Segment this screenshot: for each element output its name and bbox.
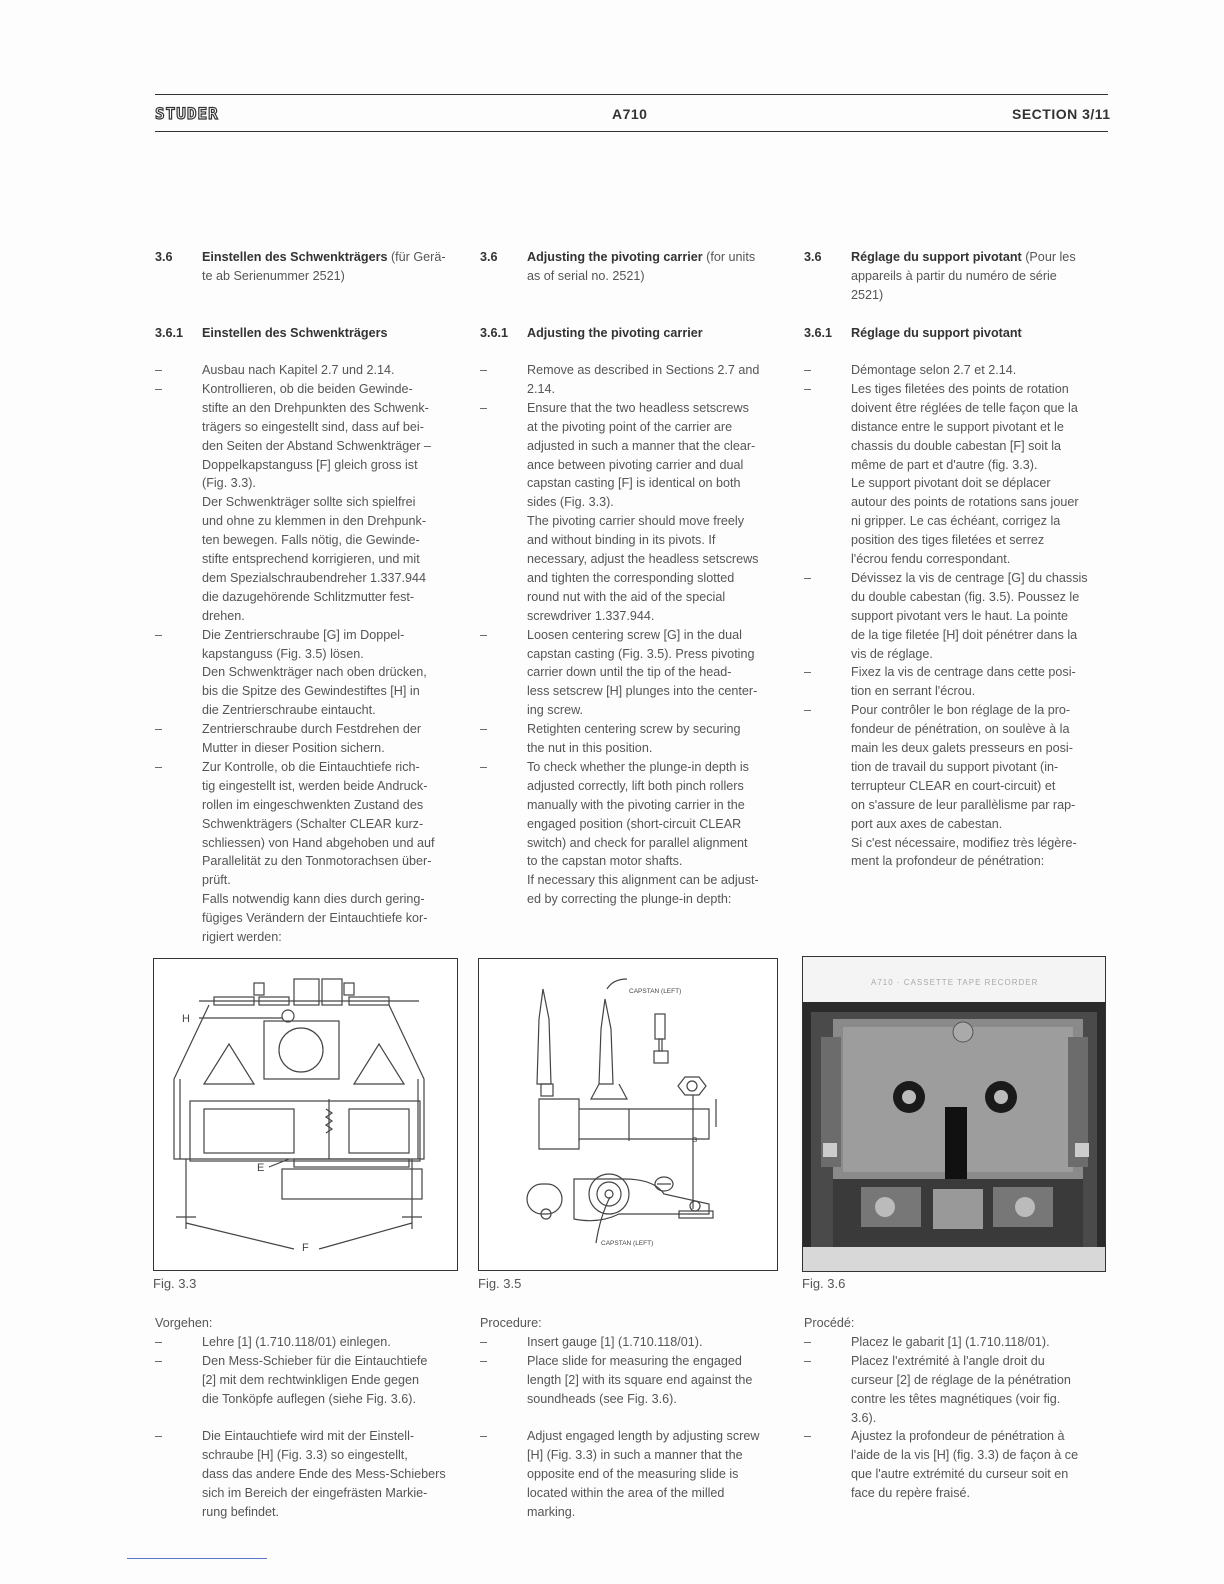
bullet-dash: – [804, 381, 812, 396]
body-line: to the capstan motor shafts. [527, 854, 683, 869]
body-line: die Zentrierschraube eintaucht. [202, 703, 376, 718]
bullet-dash: – [804, 363, 812, 377]
subsection-number: 3.6.1 [480, 326, 509, 340]
body-line: the nut in this position. [527, 741, 653, 755]
section-title [527, 248, 755, 267]
bullet-dash: – [480, 1353, 488, 1368]
section-title-note: (Pour les [1021, 250, 1076, 264]
body-line: adjusted in such a manner that the clear- [527, 438, 756, 453]
body-line: The pivoting carrier should move freely [527, 514, 744, 529]
section-note-line: te ab Serienummer 2521) [202, 268, 345, 283]
bullet-dash: – [155, 1429, 163, 1444]
section-number: 3.6 [155, 250, 173, 264]
figure-3-3 [153, 958, 458, 1271]
label-h: H [182, 1013, 190, 1025]
section-number: 3.6 [480, 250, 498, 264]
bullet-dash: – [480, 627, 488, 642]
body-line: necessary, adjust the headless setscrews [527, 552, 759, 566]
body-line: on s'assure de leur parallèlisme par rap- [851, 797, 1076, 812]
procedure-line: located within the area of the milled [527, 1486, 725, 1501]
figure-3-6-photo [802, 956, 1106, 1272]
section-note-line: appareils à partir du numéro de série [851, 268, 1057, 283]
cassette-recorder-photo [803, 957, 1105, 1271]
bullet-dash: – [155, 363, 163, 377]
fig-3-6-caption: Fig. 3.6 [802, 1276, 846, 1291]
bullet-dash: – [480, 722, 488, 737]
bullet-dash: – [155, 759, 163, 774]
procedure-line: dass das andere Ende des Mess-Schiebers [202, 1467, 446, 1482]
body-line: Ensure that the two headless setscrews [527, 400, 749, 415]
section-title-note: (for units [702, 250, 756, 264]
procedure-line: schraube [H] (Fig. 3.3) so eingestellt, [202, 1448, 408, 1463]
bullet-dash: – [480, 759, 488, 774]
footer-rule [127, 1558, 267, 1559]
body-line: Les tiges filetées des points de rotation [851, 381, 1069, 396]
column-english [480, 248, 790, 1538]
procedure-line: Placez l'extrémité à l'angle droit du [851, 1353, 1045, 1368]
procedure-line: [H] (Fig. 3.3) in such a manner that the [527, 1448, 743, 1463]
bullet-dash: – [480, 400, 488, 415]
section-title-text: Einstellen des Schwenkträgers [202, 250, 388, 264]
procedure-line: Adjust engaged length by adjusting screw [527, 1429, 760, 1444]
body-line: Démontage selon 2.7 et 2.14. [851, 363, 1017, 377]
body-line: Doppelkapstanguss [F] gleich gross ist [202, 457, 418, 472]
body-line: screwdriver 1.337.944. [527, 608, 655, 623]
body-line: fügiges Verändern der Eintauchtiefe kor- [202, 911, 428, 926]
body-line: Retighten centering screw by securing [527, 722, 741, 737]
body-line: Schwenkträgers (Schalter CLEAR kurz- [202, 816, 424, 831]
bullet-dash: – [480, 1429, 488, 1444]
fig-3-5-caption: Fig. 3.5 [478, 1276, 522, 1291]
bullet-dash: – [155, 1353, 163, 1368]
procedure-line: curseur [2] de réglage de la pénétration [851, 1372, 1071, 1387]
body-line: support pivotant vers le haut. La pointe [851, 608, 1069, 623]
body-line: du double cabestan (fig. 3.5). Poussez le [851, 589, 1080, 604]
header-bottom-rule [155, 131, 1108, 132]
studer-logo: STUDER [155, 104, 219, 123]
pivoting-carrier-diagram [154, 959, 457, 1270]
body-line: Zentrierschraube durch Festdrehen der [202, 722, 422, 737]
procedure-line: length [2] with its square end against the [527, 1372, 753, 1387]
procedure-line: die Tonköpfe auflegen (siehe Fig. 3.6). [202, 1391, 417, 1406]
procedure-line: l'aide de la vis [H] (fig. 3.3) de façon à ce [851, 1448, 1079, 1463]
procedure-line: soundheads (see Fig. 3.6). [527, 1391, 677, 1406]
body-line: Die Zentrierschraube [G] im Doppel- [202, 627, 405, 642]
procedure-title: Procedure: [480, 1316, 542, 1330]
bullet-dash: – [155, 1334, 163, 1349]
column-french [804, 248, 1114, 1538]
procedure-line: opposite end of the measuring slide is [527, 1467, 739, 1482]
section-title [851, 248, 1076, 267]
section-title-text: Réglage du support pivotant [851, 250, 1022, 264]
body-line: ment la profondeur de pénétration: [851, 854, 1045, 869]
procedure-line: Insert gauge [1] (1.710.118/01). [527, 1334, 703, 1349]
section-title-note: (für Gerä- [387, 250, 446, 264]
label-capstan-bottom: CAPSTAN (LEFT) [601, 1240, 654, 1247]
body-line: capstan casting (Fig. 3.5). Press pivoting [527, 646, 755, 661]
body-line: switch) and check for parallel alignment [527, 835, 748, 850]
body-line: at the pivoting point of the carrier are [527, 419, 733, 434]
subsection-number: 3.6.1 [155, 326, 184, 340]
body-line: carrier down until the tip of the head- [527, 665, 732, 680]
subsection-title: Adjusting the pivoting carrier [527, 326, 703, 340]
fig-3-3-caption: Fig. 3.3 [153, 1276, 197, 1291]
bullet-dash: – [804, 1353, 812, 1368]
procedure-line: 3.6). [851, 1410, 877, 1425]
body-line: main les deux galets presseurs en posi- [851, 741, 1073, 755]
body-line: round nut with the aid of the special [527, 589, 726, 604]
section-note-line: as of serial no. 2521) [527, 268, 645, 283]
body-line: position des tiges filetées et serrez [851, 533, 1045, 548]
procedure-line: marking. [527, 1505, 576, 1519]
label-capstan-top: CAPSTAN (LEFT) [629, 988, 682, 995]
body-line: rigiert werden: [202, 930, 282, 944]
body-line: Fixez la vis de centrage dans cette posi- [851, 665, 1076, 680]
body-line: sides (Fig. 3.3). [527, 495, 614, 510]
body-line: trägers so eingestellt sind, dass auf bei- [202, 419, 424, 434]
bullet-dash: – [804, 665, 812, 680]
procedure-line: Place slide for measuring the engaged [527, 1353, 742, 1368]
header-top-rule [155, 94, 1108, 95]
bullet-dash: – [804, 1429, 812, 1444]
bullet-dash: – [155, 722, 163, 737]
body-line: If necessary this alignment can be adjust- [527, 873, 759, 888]
body-line: den Seiten der Abstand Schwenkträger – [202, 438, 431, 453]
body-line: tion de travail du support pivotant (in- [851, 759, 1059, 774]
section-title [202, 248, 446, 267]
body-line: (Fig. 3.3). [202, 476, 256, 491]
body-line: Der Schwenkträger sollte sich spielfrei [202, 495, 416, 510]
body-line: Zur Kontrolle, ob die Eintauchtiefe rich- [202, 759, 420, 774]
body-line: adjusted correctly, lift both pinch rollers [527, 778, 744, 793]
body-line: Kontrollieren, ob die beiden Gewinde- [202, 381, 413, 396]
body-line: tig eingestellt ist, werden beide Andruck- [202, 778, 428, 793]
procedure-line: Placez le gabarit [1] (1.710.118/01). [851, 1334, 1050, 1349]
body-line: Parallelität zu den Tonmotorachsen über- [202, 854, 432, 869]
body-line: Loosen centering screw [G] in the dual [527, 627, 742, 642]
label-e: E [257, 1162, 265, 1174]
bullet-dash: – [155, 381, 163, 396]
procedure-line: contre les têtes magnétiques (voir fig. [851, 1391, 1061, 1406]
body-line: ing screw. [527, 703, 583, 718]
body-line: kapstanguss (Fig. 3.5) lösen. [202, 646, 364, 661]
bullet-dash: – [804, 1334, 812, 1349]
body-line: stifte an den Drehpunkten des Schwenk- [202, 400, 429, 415]
bullet-dash: – [480, 1334, 488, 1349]
procedure-title: Procédé: [804, 1316, 855, 1330]
body-line: und ohne zu klemmen in den Drehpunk- [202, 514, 427, 529]
label-f: F [302, 1242, 309, 1254]
capstan-centering-diagram [479, 959, 777, 1270]
subsection-title: Einstellen des Schwenkträgers [202, 326, 388, 340]
body-line: and tighten the corresponding slotted [527, 570, 735, 585]
subsection-number: 3.6.1 [804, 326, 833, 340]
body-line: tion en serrant l'écrou. [851, 684, 976, 699]
procedure-title: Vorgehen: [155, 1316, 213, 1330]
body-line: doivent être réglées de telle façon que la [851, 400, 1078, 415]
body-line: Remove as described in Sections 2.7 and [527, 363, 760, 377]
body-line: rollen im eingeschwenkten Zustand des [202, 797, 424, 812]
body-line: drehen. [202, 608, 245, 623]
body-line: prüft. [202, 873, 231, 888]
body-line: die dazugehörende Schlitzmutter fest- [202, 589, 415, 604]
body-line: Si c'est nécessaire, modifiez très légère- [851, 835, 1077, 850]
body-line: schliessen) von Hand abgehoben und auf [202, 835, 435, 850]
procedure-line: Ajustez la profondeur de pénétration à [851, 1429, 1065, 1444]
model-label: A710 [612, 106, 648, 122]
bullet-dash: – [804, 703, 812, 718]
body-line: bis die Spitze des Gewindestiftes [H] in [202, 684, 420, 699]
body-line: de la tige filetée [H] doit pénétrer dans la [851, 627, 1078, 642]
body-line: même de part et d'autre (fig. 3.3). [851, 457, 1038, 472]
body-line: ance between pivoting carrier and dual [527, 457, 744, 472]
section-label: SECTION 3/11 [1012, 106, 1111, 122]
body-line: Den Schwenkträger nach oben drücken, [202, 665, 427, 680]
label-g: G [692, 1137, 698, 1144]
subsection-title: Réglage du support pivotant [851, 326, 1022, 340]
body-line: ed by correcting the plunge-in depth: [527, 892, 732, 907]
section-note-line: 2521) [851, 287, 884, 302]
body-line: ten bewegen. Falls nötig, die Gewinde- [202, 533, 420, 548]
body-line: Pour contrôler le bon réglage de la pro- [851, 703, 1071, 718]
procedure-line: sich im Bereich der eingefrästen Markie- [202, 1486, 428, 1501]
body-line: Le support pivotant doit se déplacer [851, 476, 1051, 491]
procedure-line: Die Eintauchtiefe wird mit der Einstell- [202, 1429, 415, 1444]
body-line: Ausbau nach Kapitel 2.7 und 2.14. [202, 363, 395, 377]
body-line: Falls notwendig kann dies durch gering- [202, 892, 425, 907]
body-line: and without binding in its pivots. If [527, 533, 716, 548]
body-line: less setscrew [H] plunges into the center- [527, 684, 758, 699]
body-line: distance entre le support pivotant et le [851, 419, 1064, 434]
column-german [155, 248, 465, 1538]
section-title-text: Adjusting the pivoting carrier [527, 250, 703, 264]
body-line: l'écrou fendu correspondant. [851, 552, 1011, 566]
body-line: port aux axes de cabestan. [851, 816, 1003, 831]
body-line: terrupteur CLEAR en court-circuit) et [851, 778, 1056, 793]
body-line: autour des points de rotations sans jouer [851, 495, 1079, 510]
procedure-line: [2] mit dem rechtwinkligen Ende gegen [202, 1372, 420, 1387]
procedure-line: Lehre [1] (1.710.118/01) einlegen. [202, 1334, 391, 1349]
body-line: fondeur de pénétration, on soulève à la [851, 722, 1070, 737]
body-line: vis de réglage. [851, 646, 933, 661]
photo-panel-text: A710 · CASSETTE TAPE RECORDER [871, 978, 1039, 987]
procedure-line: que l'autre extrémité du curseur soit en [851, 1467, 1069, 1482]
bullet-dash: – [480, 363, 488, 377]
bullet-dash: – [155, 627, 163, 642]
body-line: stifte entsprechend korrigieren, und mit [202, 552, 420, 566]
bullet-dash: – [804, 570, 812, 585]
body-line: capstan casting [F] is identical on both [527, 476, 741, 491]
figure-3-5 [478, 958, 778, 1271]
body-line: Mutter in dieser Position sichern. [202, 741, 385, 755]
procedure-line: Den Mess-Schieber für die Eintauchtiefe [202, 1353, 428, 1368]
body-line: To check whether the plunge-in depth is [527, 759, 749, 774]
body-line: engaged position (short-circuit CLEAR [527, 816, 742, 831]
body-line: chassis du double cabestan [F] soit la [851, 438, 1062, 453]
procedure-line: rung befindet. [202, 1505, 280, 1519]
body-line: 2.14. [527, 381, 556, 396]
section-number: 3.6 [804, 250, 822, 264]
body-line: manually with the pivoting carrier in the [527, 797, 745, 812]
procedure-line: face du repère fraisé. [851, 1486, 971, 1501]
body-line: ni gripper. Le cas échéant, corrigez la [851, 514, 1061, 529]
body-line: dem Spezialschraubendreher 1.337.944 [202, 570, 427, 585]
body-line: Dévissez la vis de centrage [G] du chassis [851, 570, 1088, 585]
